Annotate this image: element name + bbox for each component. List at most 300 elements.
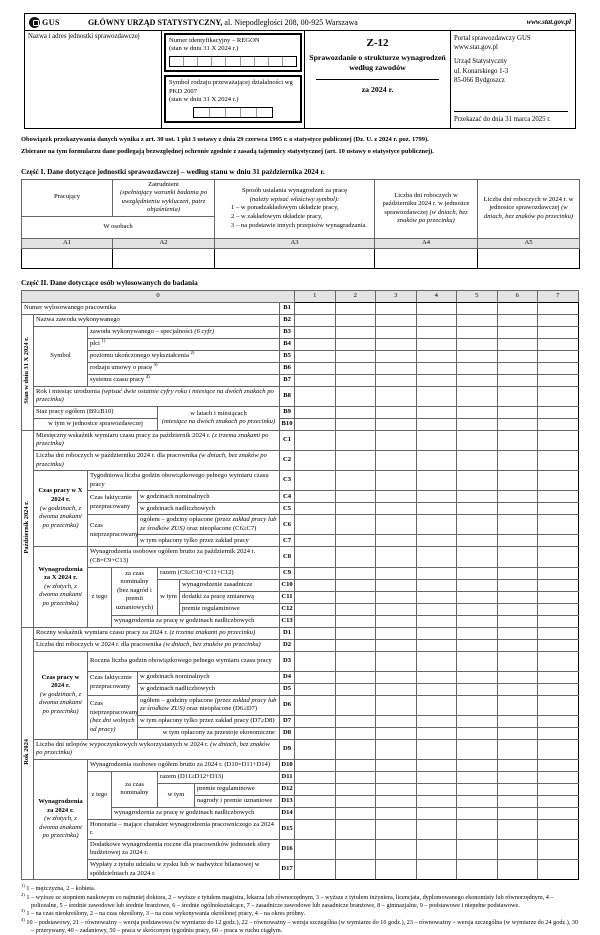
data-cell[interactable] [497,326,538,338]
data-cell[interactable] [376,451,417,471]
data-cell[interactable] [295,535,336,547]
data-cell[interactable] [497,503,538,515]
data-cell[interactable] [376,615,417,627]
data-cell[interactable] [457,491,498,503]
data-cell[interactable] [335,839,376,859]
data-cell[interactable] [295,418,336,430]
regon-input[interactable] [169,56,297,67]
data-cell[interactable] [497,386,538,406]
data-cell[interactable] [376,860,417,880]
data-cell[interactable] [335,639,376,651]
data-cell[interactable] [335,406,376,418]
data-cell[interactable] [538,715,579,727]
data-cell[interactable] [497,860,538,880]
data-cell[interactable] [497,350,538,362]
reporting-unit-box[interactable] [25,31,162,128]
data-cell[interactable] [295,615,336,627]
data-cell[interactable] [335,302,376,314]
data-cell[interactable] [416,451,457,471]
data-cell[interactable] [376,795,417,807]
data-cell[interactable] [376,683,417,695]
input-cell[interactable] [184,57,198,66]
data-cell[interactable] [457,535,498,547]
data-cell[interactable] [538,362,579,374]
data-cell[interactable] [497,819,538,839]
data-cell[interactable] [295,839,336,859]
data-cell[interactable] [497,807,538,819]
data-cell[interactable] [457,683,498,695]
data-cell[interactable] [295,783,336,795]
data-cell[interactable] [335,759,376,771]
data-cell[interactable] [295,860,336,880]
data-cell[interactable] [416,350,457,362]
data-cell[interactable] [295,627,336,639]
data-cell[interactable] [538,503,579,515]
data-cell[interactable] [376,783,417,795]
data-cell[interactable] [376,471,417,491]
data-cell[interactable] [335,535,376,547]
data-cell[interactable] [335,362,376,374]
data-cell[interactable] [335,603,376,615]
data-cell[interactable] [497,771,538,783]
data-cell[interactable] [416,715,457,727]
data-cell[interactable] [416,695,457,715]
data-cell[interactable] [376,374,417,386]
data-cell[interactable] [457,651,498,671]
data-cell[interactable] [335,860,376,880]
data-cell[interactable] [457,374,498,386]
data-cell[interactable] [416,362,457,374]
data-cell[interactable] [376,386,417,406]
data-cell[interactable] [416,386,457,406]
data-cell[interactable] [376,406,417,418]
data-cell[interactable] [295,362,336,374]
data-cell[interactable] [335,727,376,739]
data-cell[interactable] [538,547,579,567]
data-cell[interactable] [538,819,579,839]
data-cell[interactable] [335,374,376,386]
data-cell[interactable] [416,603,457,615]
data-cell[interactable] [457,615,498,627]
data-cell[interactable] [295,547,336,567]
data-cell[interactable] [538,783,579,795]
input-cell[interactable] [210,108,226,117]
data-cell[interactable] [376,839,417,859]
data-cell[interactable] [376,591,417,603]
data-cell[interactable] [457,386,498,406]
data-cell[interactable] [416,819,457,839]
data-cell[interactable] [457,471,498,491]
data-cell[interactable] [376,362,417,374]
data-cell[interactable] [538,302,579,314]
data-cell[interactable] [416,739,457,759]
data-cell[interactable] [295,795,336,807]
data-cell[interactable] [376,302,417,314]
data-cell[interactable] [538,807,579,819]
data-cell[interactable] [335,386,376,406]
data-cell[interactable] [335,783,376,795]
data-cell[interactable] [335,503,376,515]
data-cell[interactable] [538,326,579,338]
data-cell[interactable] [497,406,538,418]
data-cell[interactable] [295,651,336,671]
data-cell[interactable] [416,547,457,567]
data-cell[interactable] [295,430,336,450]
data-cell[interactable] [497,727,538,739]
data-cell[interactable] [497,783,538,795]
data-cell[interactable] [538,651,579,671]
data-cell[interactable] [497,639,538,651]
data-cell[interactable] [335,627,376,639]
data-cell[interactable] [538,771,579,783]
data-cell[interactable] [538,639,579,651]
data-cell[interactable] [416,503,457,515]
data-cell[interactable] [295,591,336,603]
input-cell[interactable] [226,57,240,66]
data-cell[interactable] [457,603,498,615]
data-cell[interactable] [376,639,417,651]
data-cell[interactable] [538,567,579,579]
data-cell[interactable] [497,795,538,807]
data-cell[interactable] [457,860,498,880]
data-cell[interactable] [376,515,417,535]
data-cell[interactable] [376,567,417,579]
data-cell[interactable] [376,739,417,759]
data-cell[interactable] [295,451,336,471]
data-cell[interactable] [335,326,376,338]
data-cell[interactable] [376,771,417,783]
data-cell[interactable] [497,430,538,450]
data-cell[interactable] [295,374,336,386]
data-cell[interactable] [295,503,336,515]
data-cell[interactable] [457,759,498,771]
data-cell[interactable] [416,683,457,695]
data-cell[interactable] [295,819,336,839]
data-cell[interactable] [497,591,538,603]
data-cell[interactable] [416,430,457,450]
input-cell[interactable] [226,108,242,117]
data-cell[interactable] [416,579,457,591]
data-cell[interactable] [538,695,579,715]
data-cell[interactable] [457,430,498,450]
data-cell[interactable] [335,819,376,839]
data-cell[interactable] [457,695,498,715]
data-cell[interactable] [295,715,336,727]
data-cell[interactable] [416,727,457,739]
data-cell[interactable] [335,567,376,579]
data-cell[interactable] [538,338,579,350]
data-cell[interactable] [497,579,538,591]
data-cell[interactable] [376,350,417,362]
data-cell[interactable] [295,386,336,406]
data-cell[interactable] [295,727,336,739]
data-cell[interactable] [497,535,538,547]
data-cell[interactable] [335,338,376,350]
data-cell[interactable] [457,627,498,639]
data-cell[interactable] [538,418,579,430]
data-cell[interactable] [538,386,579,406]
data-cell[interactable] [335,314,376,326]
data-cell[interactable] [416,374,457,386]
data-cell[interactable] [538,314,579,326]
data-cell[interactable] [335,795,376,807]
data-cell[interactable] [376,727,417,739]
input-cell[interactable] [283,57,296,66]
data-cell[interactable] [457,783,498,795]
data-cell[interactable] [416,860,457,880]
data-cell[interactable] [478,248,580,268]
data-cell[interactable] [215,248,375,268]
data-cell[interactable] [295,807,336,819]
data-cell[interactable] [295,695,336,715]
input-cell[interactable] [255,57,269,66]
data-cell[interactable] [295,471,336,491]
data-cell[interactable] [457,671,498,683]
data-cell[interactable] [416,627,457,639]
data-cell[interactable] [335,451,376,471]
data-cell[interactable] [457,771,498,783]
data-cell[interactable] [538,515,579,535]
data-cell[interactable] [497,651,538,671]
data-cell[interactable] [376,547,417,567]
data-cell[interactable] [497,374,538,386]
data-cell[interactable] [335,715,376,727]
data-cell[interactable] [295,326,336,338]
data-cell[interactable] [416,406,457,418]
data-cell[interactable] [538,795,579,807]
data-cell[interactable] [457,314,498,326]
data-cell[interactable] [335,807,376,819]
data-cell[interactable] [376,326,417,338]
data-cell[interactable] [376,759,417,771]
data-cell[interactable] [457,515,498,535]
data-cell[interactable] [416,418,457,430]
data-cell[interactable] [538,671,579,683]
data-cell[interactable] [335,615,376,627]
data-cell[interactable] [295,338,336,350]
data-cell[interactable] [416,567,457,579]
data-cell[interactable] [497,603,538,615]
data-cell[interactable] [538,739,579,759]
data-cell[interactable] [538,579,579,591]
data-cell[interactable] [497,338,538,350]
data-cell[interactable] [538,627,579,639]
data-cell[interactable] [295,350,336,362]
data-cell[interactable] [538,591,579,603]
data-cell[interactable] [376,430,417,450]
data-cell[interactable] [457,338,498,350]
data-cell[interactable] [295,639,336,651]
data-cell[interactable] [497,491,538,503]
data-cell[interactable] [335,695,376,715]
data-cell[interactable] [457,795,498,807]
data-cell[interactable] [335,591,376,603]
data-cell[interactable] [497,547,538,567]
data-cell[interactable] [376,491,417,503]
input-cell[interactable] [241,108,257,117]
pkd-input[interactable] [193,107,273,118]
data-cell[interactable] [376,651,417,671]
input-cell[interactable] [241,57,255,66]
data-cell[interactable] [538,406,579,418]
data-cell[interactable] [295,683,336,695]
data-cell[interactable] [295,759,336,771]
data-cell[interactable] [416,839,457,859]
data-cell[interactable] [376,535,417,547]
data-cell[interactable] [376,695,417,715]
input-cell[interactable] [194,108,210,117]
data-cell[interactable] [538,683,579,695]
data-cell[interactable] [497,739,538,759]
data-cell[interactable] [376,503,417,515]
data-cell[interactable] [295,567,336,579]
data-cell[interactable] [335,350,376,362]
data-cell[interactable] [416,314,457,326]
data-cell[interactable] [376,579,417,591]
data-cell[interactable] [335,418,376,430]
data-cell[interactable] [457,350,498,362]
data-cell[interactable] [538,839,579,859]
data-cell[interactable] [497,759,538,771]
data-cell[interactable] [497,471,538,491]
data-cell[interactable] [457,715,498,727]
data-cell[interactable] [538,615,579,627]
data-cell[interactable] [457,639,498,651]
data-cell[interactable] [416,771,457,783]
input-cell[interactable] [257,108,272,117]
data-cell[interactable] [457,326,498,338]
data-cell[interactable] [376,807,417,819]
data-cell[interactable] [416,535,457,547]
data-cell[interactable] [497,715,538,727]
data-cell[interactable] [457,418,498,430]
data-cell[interactable] [538,860,579,880]
data-cell[interactable] [295,406,336,418]
data-cell[interactable] [416,795,457,807]
data-cell[interactable] [538,759,579,771]
data-cell[interactable] [376,338,417,350]
data-cell[interactable] [295,302,336,314]
data-cell[interactable] [538,491,579,503]
data-cell[interactable] [457,727,498,739]
data-cell[interactable] [538,535,579,547]
data-cell[interactable] [335,579,376,591]
data-cell[interactable] [416,671,457,683]
data-cell[interactable] [457,503,498,515]
data-cell[interactable] [335,491,376,503]
data-cell[interactable] [457,591,498,603]
data-cell[interactable] [497,695,538,715]
data-cell[interactable] [457,362,498,374]
data-cell[interactable] [538,451,579,471]
data-cell[interactable] [375,248,478,268]
data-cell[interactable] [335,651,376,671]
data-cell[interactable] [497,302,538,314]
data-cell[interactable] [497,451,538,471]
data-cell[interactable] [457,579,498,591]
data-cell[interactable] [376,671,417,683]
data-cell[interactable] [497,362,538,374]
data-cell[interactable] [335,739,376,759]
data-cell[interactable] [335,471,376,491]
data-cell[interactable] [457,839,498,859]
data-cell[interactable] [335,683,376,695]
data-cell[interactable] [497,418,538,430]
data-cell[interactable] [295,515,336,535]
data-cell[interactable] [376,603,417,615]
input-cell[interactable] [269,57,283,66]
data-cell[interactable] [22,248,113,268]
data-cell[interactable] [376,627,417,639]
data-cell[interactable] [416,807,457,819]
data-cell[interactable] [376,715,417,727]
input-cell[interactable] [198,57,212,66]
data-cell[interactable] [457,807,498,819]
data-cell[interactable] [497,627,538,639]
data-cell[interactable] [335,671,376,683]
data-cell[interactable] [416,338,457,350]
data-cell[interactable] [416,615,457,627]
data-cell[interactable] [295,603,336,615]
data-cell[interactable] [497,839,538,859]
data-cell[interactable] [335,515,376,535]
data-cell[interactable] [538,471,579,491]
data-cell[interactable] [538,350,579,362]
data-cell[interactable] [538,430,579,450]
data-cell[interactable] [295,579,336,591]
input-cell[interactable] [212,57,226,66]
data-cell[interactable] [457,302,498,314]
data-cell[interactable] [416,326,457,338]
data-cell[interactable] [376,819,417,839]
data-cell[interactable] [295,491,336,503]
data-cell[interactable] [538,374,579,386]
data-cell[interactable] [457,406,498,418]
data-cell[interactable] [457,451,498,471]
data-cell[interactable] [335,430,376,450]
data-cell[interactable] [376,418,417,430]
data-cell[interactable] [497,671,538,683]
data-cell[interactable] [113,248,215,268]
data-cell[interactable] [416,515,457,535]
data-cell[interactable] [457,547,498,567]
data-cell[interactable] [457,567,498,579]
data-cell[interactable] [295,771,336,783]
data-cell[interactable] [497,615,538,627]
data-cell[interactable] [416,759,457,771]
data-cell[interactable] [416,651,457,671]
data-cell[interactable] [497,314,538,326]
data-cell[interactable] [416,639,457,651]
data-cell[interactable] [497,515,538,535]
data-cell[interactable] [457,819,498,839]
data-cell[interactable] [295,739,336,759]
data-cell[interactable] [416,591,457,603]
data-cell[interactable] [416,471,457,491]
data-cell[interactable] [457,739,498,759]
data-cell[interactable] [538,603,579,615]
data-cell[interactable] [416,491,457,503]
data-cell[interactable] [497,683,538,695]
data-cell[interactable] [376,314,417,326]
data-cell[interactable] [295,314,336,326]
input-cell[interactable] [170,57,184,66]
data-cell[interactable] [335,771,376,783]
data-cell[interactable] [416,783,457,795]
data-cell[interactable] [416,302,457,314]
data-cell[interactable] [335,547,376,567]
data-cell[interactable] [538,727,579,739]
